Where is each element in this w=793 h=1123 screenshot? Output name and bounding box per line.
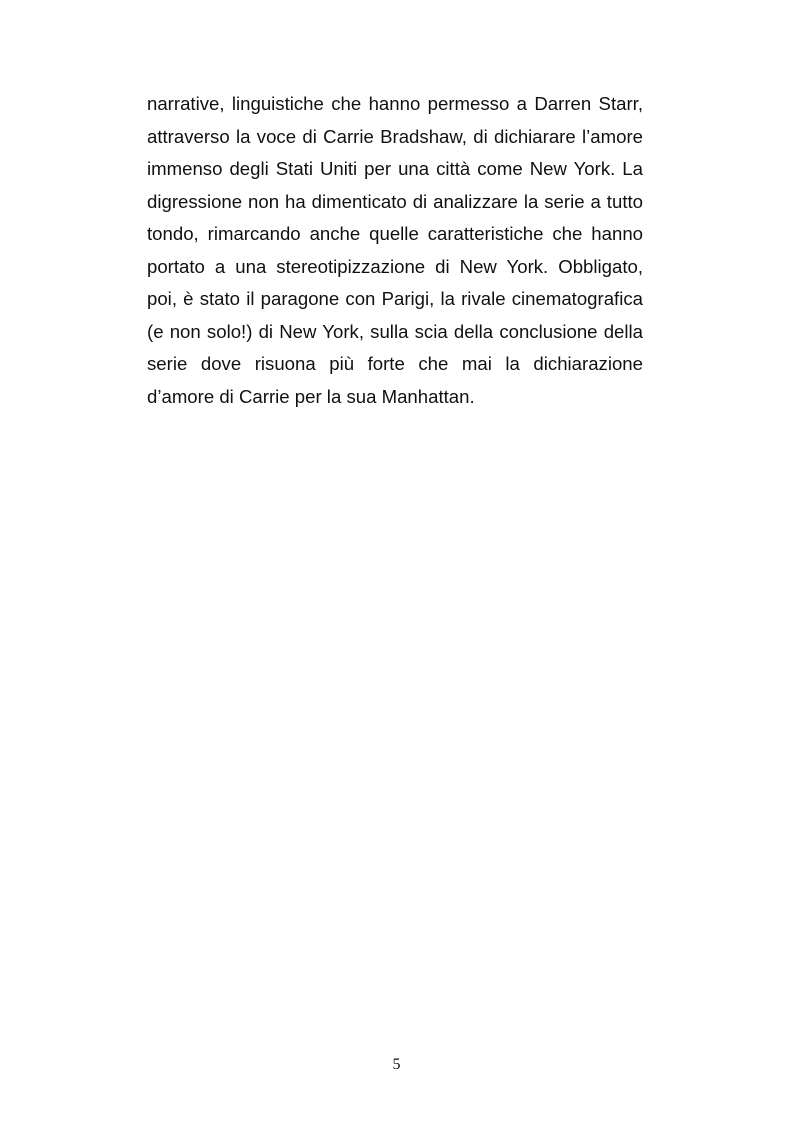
paragraph-line: tondo, rimarcando anche quelle caratteristiche che hanno — [147, 223, 643, 244]
paragraph-line: poi, è stato il paragone con Parigi, la rivale cinematografica — [147, 288, 643, 309]
paragraph-line: (e non solo!) di New York, sulla scia della conclusione della — [147, 320, 643, 342]
paragraph-line: narrative, linguistiche che hanno permesso a Darren Starr, — [147, 93, 643, 114]
paragraph-line: portato a una stereotipizzazione di New York. Obbligato, — [147, 255, 643, 277]
page-number: 5 — [392, 1056, 401, 1073]
paragraph-line: serie dove risuona più forte che mai la dichiarazione — [147, 353, 643, 374]
paragraph-line: d’amore di Carrie per la sua Manhattan. — [147, 385, 475, 407]
paragraph-line: attraverso la voce di Carrie Bradshaw, di dichiarare l’amore — [147, 125, 643, 147]
body-paragraph — [147, 88, 643, 413]
paragraph-line: immenso degli Stati Uniti per una città come New York. La — [147, 158, 643, 179]
paragraph-line: digressione non ha dimenticato di analizzare la serie a tutto — [147, 190, 643, 212]
